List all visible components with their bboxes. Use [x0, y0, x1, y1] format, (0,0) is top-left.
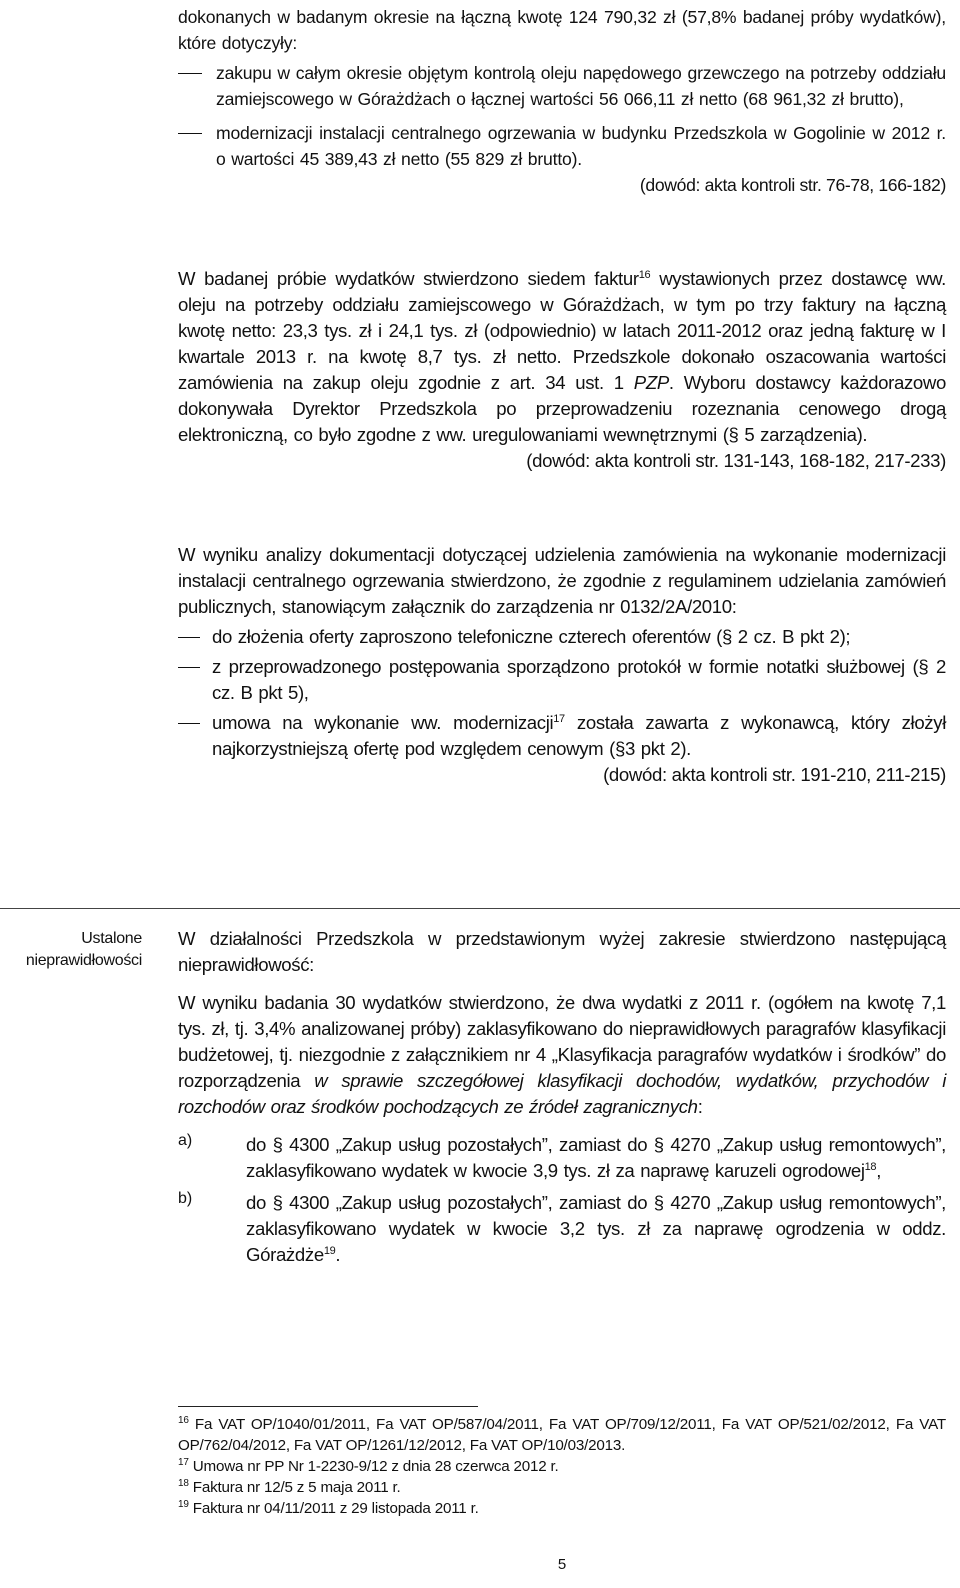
evidence-reference: (dowód: akta kontroli str. 191-210, 211-215) [603, 764, 946, 785]
paragraph-text: W wyniku analizy dokumentacji dotyczącej udzielenia zamówienia na wykonanie modernizacji instalacji centralnego ogrzewania stwierdzono, że zgodnie z regulaminem udzielania zamówień publicznych, stanowiącym załącznik do zarządzenia nr 0132/2A/2010: [178, 544, 946, 617]
paragraph-text: wystawionych przez dostawcę ww. oleju na potrzeby oddziału zamiejscowego w Górażdżach, w tym po trzy faktury na łączną kwotę netto: 23,3 tys. zł i 24,1 tys. zł (odpowiednio) w latach 2011-2012 oraz jedną fakturę w I kwartale 2013 r. na kwotę 8,7 tys. zł netto. Przedszkole dokonało oszacowania wartości zamówienia na zakup oleju zgodnie z art. 34 ust. 1 [178, 268, 946, 393]
law-abbreviation: PZP [633, 372, 669, 393]
list-item-text: do złożenia oferty zaproszono telefoniczne czterech oferentów (§ 2 cz. B pkt 2); [212, 626, 851, 647]
irregularities-section [178, 926, 946, 1268]
dash-bullet [178, 637, 200, 638]
list-item [178, 1190, 946, 1268]
footnote [178, 1498, 946, 1519]
list-item-text: . [335, 1244, 341, 1265]
list-item [178, 120, 946, 172]
footnote-number: 16 [178, 1415, 189, 1426]
evidence-reference: (dowód: akta kontroli str. 76-78, 166-182) [639, 175, 946, 195]
list-item-text: modernizacji instalacji centralnego ogrzewania w budynku Przedszkola w Gogolinie w 2012 r. o wartości 45 389,43 zł netto (55 829 zł brutto). [216, 123, 946, 169]
dash-bullet [178, 667, 200, 668]
paragraph-text: W wyniku badania 30 wydatków stwierdzono, że dwa wydatki z 2011 r. (ogółem na kwotę 7,1 tys. zł, tj. 3,4% analizowanej próby) zaklasyfikowano do nieprawidłowych paragrafów klasyfikacji budżetowej, tj. niezgodnie z załącznikiem nr 4 „Klasyfikacja paragrafów wydatków i środków” do rozporządzenia [178, 992, 946, 1091]
list-item-text: do § 4300 „Zakup usług pozostałych”, zamiast do § 4270 „Zakup usług remontowych”, zaklasyfikowano wydatek w kwocie 3,2 tys. zł za naprawę ogrodzenia w oddz. Górażdże [246, 1192, 946, 1265]
list-item-text: z przeprowadzonego postępowania sporządzono protokół w formie notatki służbowej (§ 2 cz. B pkt 5), [212, 656, 946, 703]
list-item [178, 624, 946, 650]
regulation-title: w sprawie szczegółowej klasyfikacji dochodów, wydatków, przychodów i rozchodów oraz środków pochodzących ze źródeł zagranicznych [178, 1070, 946, 1117]
list-marker: a) [178, 1132, 193, 1149]
list-item [178, 60, 946, 112]
footnotes [178, 1414, 946, 1519]
footnote-ref[interactable]: 19 [323, 1245, 336, 1257]
footnote-number: 19 [178, 1499, 189, 1510]
paragraph-text: . Wyboru dostawcy każdorazowo dokonywała Dyrektor Przedszkola po przeprowadzeniu rozeznania cenowego drogą elektroniczną, co było zgodne z ww. uregulowaniami wewnętrznymi (§ 5 zarządzenia). [178, 372, 946, 445]
invoice-paragraph [178, 266, 946, 474]
dash-bullet [178, 723, 200, 724]
footnote-ref[interactable]: 18 [864, 1161, 877, 1173]
page-number: 5 [557, 1556, 567, 1573]
list-item-text: do § 4300 „Zakup usług pozostałych”, zamiast do § 4270 „Zakup usług remontowych”, zaklasyfikowano wydatek w kwocie 3,9 tys. zł za naprawę karuzeli ogrodowej [246, 1134, 946, 1181]
footnote-text: Faktura nr 04/11/2011 z 29 listopada 2011 r. [188, 1500, 479, 1517]
section-divider [0, 908, 960, 909]
list-item-text: została zawarta z wykonawcą, który złożył najkorzystniejszą ofertę pod względem cenowym (§3 pkt 2). [212, 712, 946, 759]
list-item [178, 1132, 946, 1184]
paragraph-text: : [697, 1096, 703, 1117]
footnote-ref[interactable]: 17 [553, 713, 565, 725]
margin-label [0, 928, 142, 972]
intro-paragraph: dokonanych w badanym okresie na łączną kwotę 124 790,32 zł (57,8% badanej próby wydatków), które dotyczyły: [178, 7, 946, 53]
top-section [178, 4, 946, 198]
list-item-text: umowa na wykonanie ww. modernizacji [212, 712, 554, 733]
footnote [178, 1477, 946, 1498]
footnote [178, 1414, 946, 1456]
footnote-separator [178, 1406, 478, 1407]
footnote-text: Faktura nr 12/5 z 5 maja 2011 r. [188, 1479, 401, 1496]
dash-bullet [178, 133, 202, 134]
list-marker: b) [178, 1190, 193, 1207]
paragraph-text: W działalności Przedszkola w przedstawionym wyżej zakresie stwierdzono następującą nieprawidłowość: [178, 928, 946, 975]
footnote-ref[interactable]: 16 [638, 269, 651, 281]
procurement-paragraph [178, 542, 946, 788]
footnote [178, 1456, 946, 1477]
list-item-text: , [876, 1160, 882, 1181]
list-item [178, 654, 946, 706]
list-item [178, 710, 946, 762]
footnote-number: 17 [178, 1457, 189, 1468]
margin-label-line: Ustalone [81, 930, 142, 947]
footnote-number: 18 [178, 1478, 189, 1489]
footnote-text: Fa VAT OP/1040/01/2011, Fa VAT OP/587/04/2011, Fa VAT OP/709/12/2011, Fa VAT OP/521/02/2012, Fa VAT OP/762/04/2012, Fa VAT OP/1261/12/2012, Fa VAT OP/10/03/2013. [178, 1416, 946, 1454]
evidence-reference: (dowód: akta kontroli str. 131-143, 168-182, 217-233) [526, 450, 946, 471]
list-item-text: zakupu w całym okresie objętym kontrolą oleju napędowego grzewczego na potrzeby oddziału zamiejscowego w Górażdżach o łącznej wartości 56 066,11 zł netto (68 961,32 zł brutto), [216, 63, 946, 109]
dash-bullet [178, 73, 202, 74]
footnote-text: Umowa nr PP Nr 1-2230-9/12 z dnia 28 czerwca 2012 r. [188, 1458, 559, 1475]
paragraph-text: W badanej próbie wydatków stwierdzono siedem faktur [178, 268, 639, 289]
margin-label-line: nieprawidłowości [25, 952, 142, 969]
